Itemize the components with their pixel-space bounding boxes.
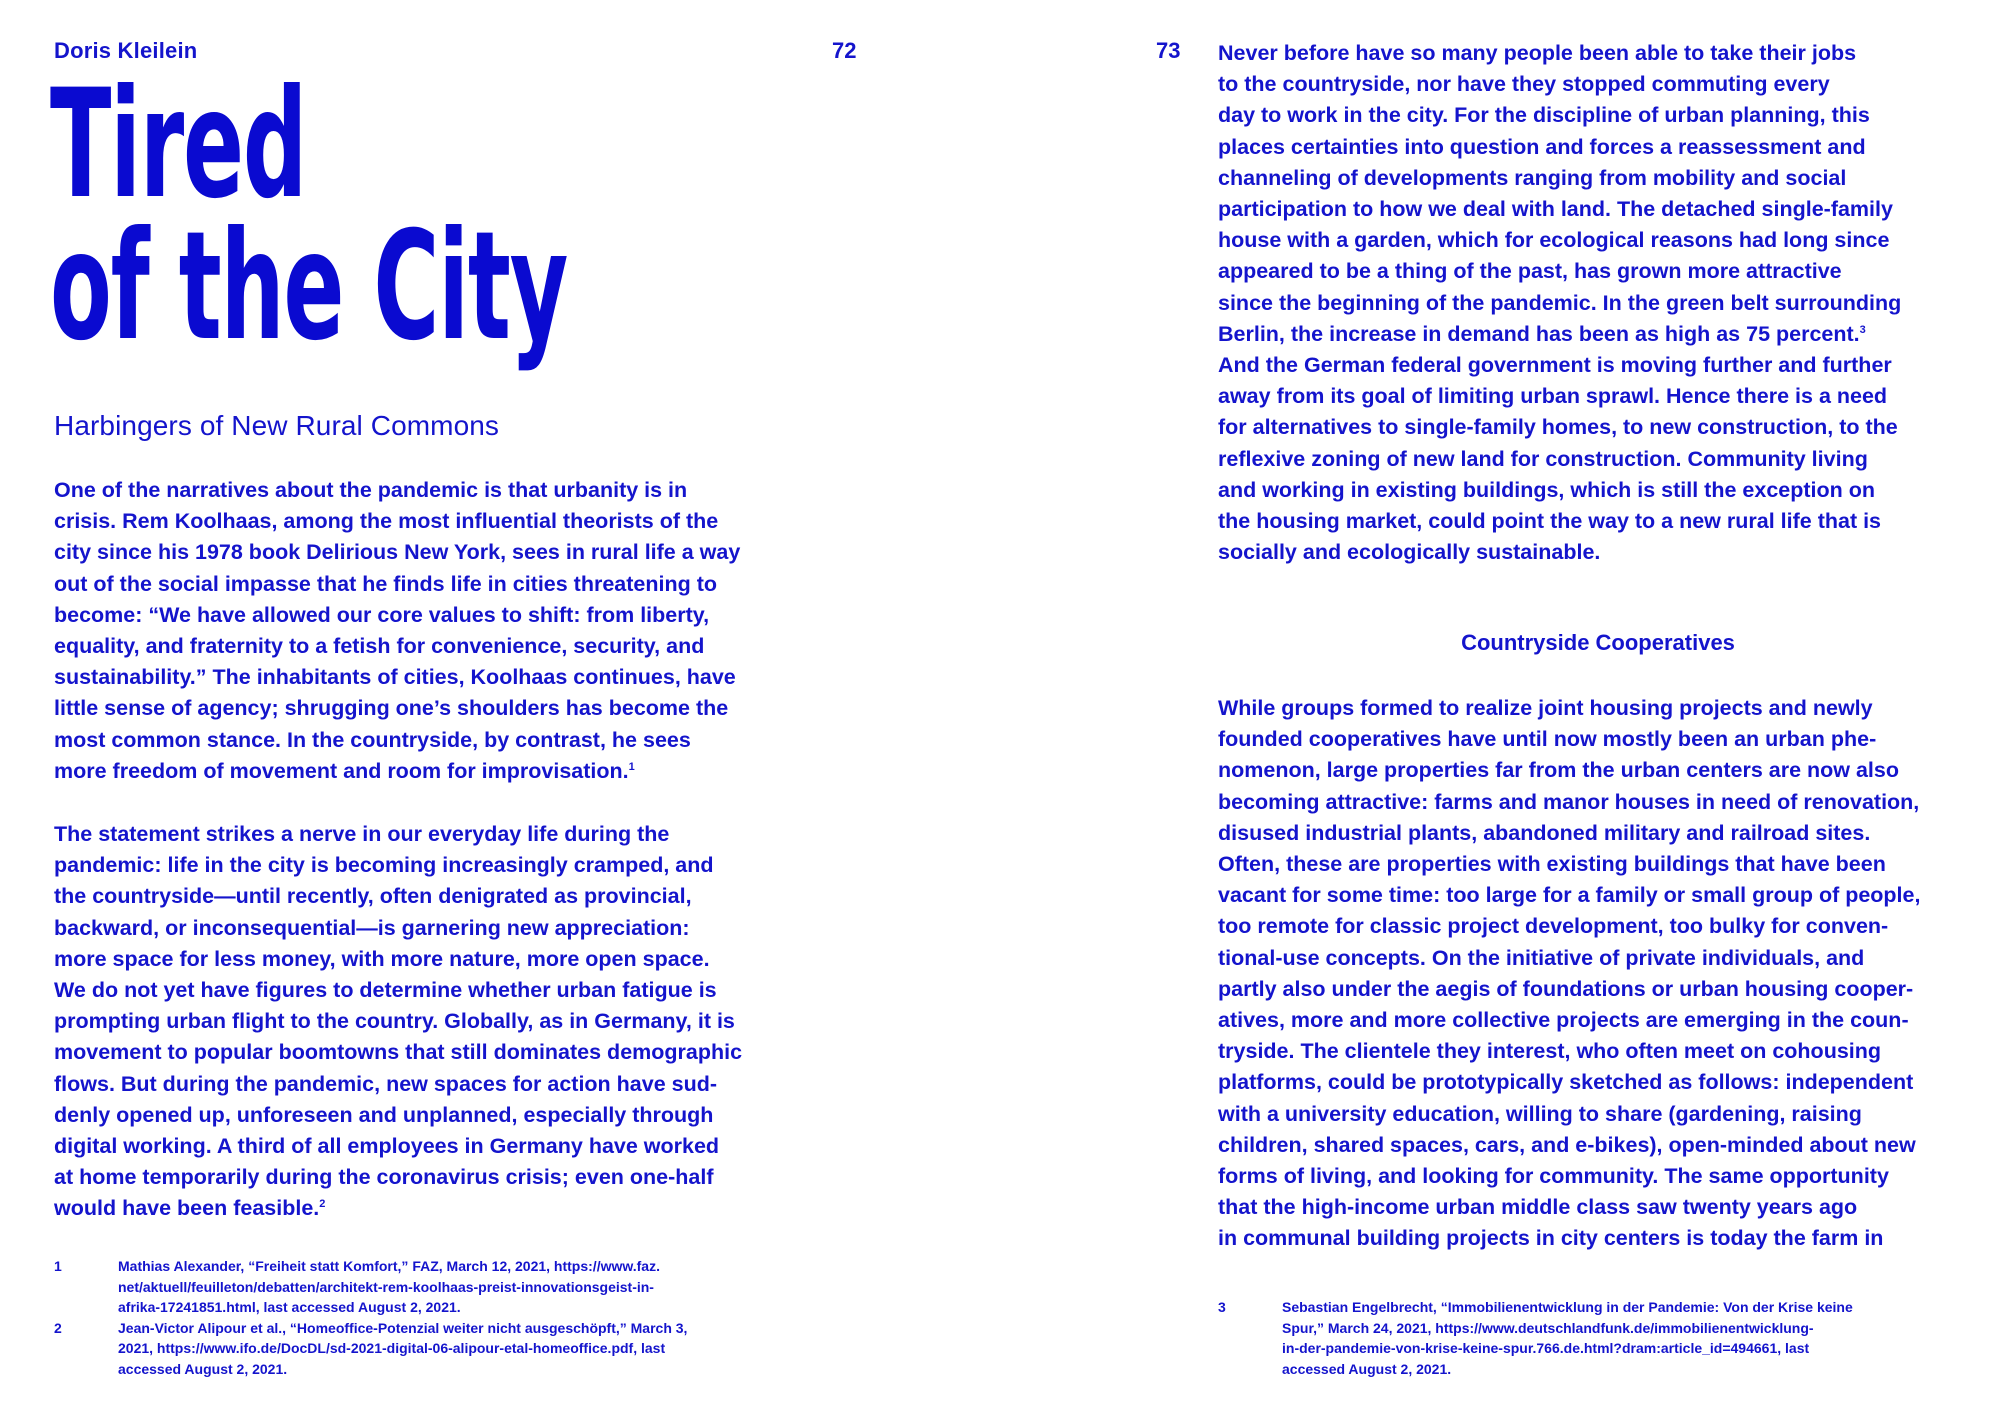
footnote-line: Jean-Victor Alipour et al., “Homeoffice-Potenzial weiter nicht ausgeschöpft,” March 3, <box>118 1319 688 1336</box>
text-line: city since his 1978 book Delirious New York, sees in rural life a way <box>54 540 741 565</box>
text-line: equality, and fraternity to a fetish for convenience, security, and <box>54 634 705 659</box>
text-line: most common stance. In the countryside, by contrast, he sees <box>54 727 691 752</box>
footnote-1 <box>54 1256 814 1318</box>
footnote-ref-2[interactable]: 2 <box>319 1198 326 1211</box>
text-line: and working in existing buildings, which is still the exception on <box>1218 477 1876 502</box>
text-line-with-footnote <box>54 1193 814 1224</box>
footnote-line: 2021, https://www.ifo.de/DocDL/sd-2021-digital-06-alipour-etal-homeoffice.pdf, last <box>118 1340 666 1356</box>
text-line-with-footnote <box>54 756 814 787</box>
author-name: Doris Kleilein <box>54 38 198 63</box>
text-line: house with a garden, which for ecological reasons had long since <box>1218 228 1890 253</box>
right-page <box>1000 0 2000 1419</box>
text-line: channeling of developments ranging from mobility and social <box>1218 165 1847 190</box>
text-line: participation to how we deal with land. The detached single-family <box>1218 197 1893 222</box>
text-line: become: “We have allowed our core values to shift: from liberty, <box>54 602 710 627</box>
text-line: prompting urban flight to the country. Globally, as in Germany, it is <box>54 1009 735 1034</box>
right-paragraph-1 <box>1218 38 1978 568</box>
footnote-3 <box>1218 1297 1978 1379</box>
text-line: And the German federal government is moving further and further <box>1218 353 1892 378</box>
text-line: children, shared spaces, cars, and e-bikes), open-minded about new <box>1218 1132 1916 1157</box>
left-paragraph-2 <box>54 819 814 1225</box>
text-line: little sense of agency; shrugging one’s shoulders has become the <box>54 696 729 721</box>
text-line: appeared to be a thing of the past, has grown more attractive <box>1218 259 1842 284</box>
footnote-line: Mathias Alexander, “Freiheit statt Komfort,” FAZ, March 12, 2021, https://www.faz. <box>118 1258 660 1274</box>
footnote-ref-3[interactable]: 3 <box>1859 323 1866 336</box>
text-line: We do not yet have figures to determine whether urban fatigue is <box>54 978 717 1003</box>
footnote-line: net/aktuell/feuilleton/debatten/architekt-rem-koolhaas-preist-innovationsgeist-in- <box>118 1278 654 1295</box>
footnote-line: afrika-17241851.html, last accessed August 2, 2021. <box>118 1299 461 1315</box>
text-line: disused industrial plants, abandoned military and railroad sites. <box>1218 820 1871 845</box>
text-line: partly also under the aegis of foundations or urban housing cooper- <box>1218 976 1914 1001</box>
footnote-ref-1[interactable]: 1 <box>628 760 635 773</box>
text-line: would have been feasible. <box>54 1196 320 1221</box>
text-line: the countryside—until recently, often denigrated as provincial, <box>54 884 692 909</box>
text-line: Often, these are properties with existing buildings that have been <box>1218 852 1886 877</box>
text-line: atives, more and more collective projects are emerging in the coun- <box>1218 1008 1909 1033</box>
text-line: Berlin, the increase in demand has been as high as 75 percent. <box>1218 321 1860 346</box>
text-line: more space for less money, with more nature, more open space. <box>54 946 710 971</box>
text-line: denly opened up, unforeseen and unplanned, especially through <box>54 1102 714 1127</box>
text-line: since the beginning of the pandemic. In the green belt surrounding <box>1218 290 1902 315</box>
text-line: flows. But during the pandemic, new spaces for action have sud- <box>54 1071 718 1096</box>
text-line: backward, or inconsequential—is garnering new appreciation: <box>54 915 690 940</box>
footnote-text <box>118 1318 814 1380</box>
text-line: Never before have so many people been able to take their jobs <box>1218 41 1857 65</box>
text-line: founded cooperatives have until now mostly been an urban phe- <box>1218 727 1877 752</box>
footnote-line: accessed August 2, 2021. <box>118 1360 288 1377</box>
text-line: becoming attractive: farms and manor houses in need of renovation, <box>1218 789 1920 814</box>
footnote-line: Spur,” March 24, 2021, https://www.deutschlandfunk.de/immobilienentwicklung- <box>1282 1319 1814 1336</box>
text-line: vacant for some time: too large for a family or small group of people, <box>1218 883 1921 908</box>
text-line: that the high-income urban middle class saw twenty years ago <box>1218 1195 1858 1220</box>
text-line: movement to popular boomtowns that still dominates demographic <box>54 1040 743 1065</box>
footnote-number: 3 <box>1218 1299 1226 1315</box>
text-line: places certainties into question and forces a reassessment and <box>1218 134 1866 159</box>
footnote-line: accessed August 2, 2021. <box>1282 1360 1452 1377</box>
footnotes-right <box>1218 1297 1978 1379</box>
text-line: While groups formed to realize joint housing projects and newly <box>1218 696 1873 720</box>
article-title <box>50 58 590 374</box>
text-line: for alternatives to single-family homes, to new construction, to the <box>1218 415 1898 440</box>
text-line: with a university education, willing to share (gardening, raising <box>1218 1101 1862 1126</box>
text-line: crisis. Rem Koolhaas, among the most influential theorists of the <box>54 509 719 534</box>
footnote-text <box>1282 1297 1978 1379</box>
text-line: One of the narratives about the pandemic is that urbanity is in <box>54 478 688 502</box>
footnote-line: Sebastian Engelbrecht, “Immobilienentwicklung in der Pandemie: Von der Krise keine <box>1282 1299 1853 1315</box>
text-line: platforms, could be prototypically sketched as follows: independent <box>1218 1070 1914 1095</box>
page-number-right: 73 <box>1156 38 1181 63</box>
text-line: in communal building projects in city centers is today the farm in <box>1218 1226 1884 1251</box>
footnote-text <box>118 1256 814 1318</box>
left-paragraph-1 <box>54 475 814 787</box>
text-line: to the countryside, nor have they stopped commuting every <box>1218 72 1830 97</box>
text-line: socially and ecologically sustainable. <box>1218 540 1601 565</box>
right-paragraph-2 <box>1218 693 1978 1255</box>
text-line: too remote for classic project development, too bulky for conven- <box>1218 914 1889 939</box>
footnote-number: 2 <box>54 1319 62 1336</box>
page-number-left: 72 <box>832 38 857 63</box>
text-line: reflexive zoning of new land for construction. Community living <box>1218 446 1868 471</box>
text-line: more freedom of movement and room for improvisation. <box>54 758 629 783</box>
text-line: tryside. The clientele they interest, who often meet on cohousing <box>1218 1039 1882 1064</box>
text-line: sustainability.” The inhabitants of cities, Koolhaas continues, have <box>54 665 736 690</box>
section-heading: Countryside Cooperatives <box>1461 630 1735 655</box>
text-line: nomenon, large properties far from the urban centers are now also <box>1218 758 1899 783</box>
article-subtitle: Harbingers of New Rural Commons <box>54 410 500 441</box>
text-line: pandemic: life in the city is becoming increasingly cramped, and <box>54 853 714 878</box>
text-line: away from its goal of limiting urban sprawl. Hence there is a need <box>1218 384 1888 409</box>
text-line: tional-use concepts. On the initiative of private individuals, and <box>1218 945 1865 970</box>
title-line-1: Tired <box>50 58 307 232</box>
text-line: the housing market, could point the way to a new rural life that is <box>1218 509 1882 534</box>
footnote-line: in-der-pandemie-von-krise-keine-spur.766.de.html?dram:article_id=494661, last <box>1282 1340 1810 1356</box>
footnote-number: 1 <box>54 1258 62 1274</box>
text-line: day to work in the city. For the discipline of urban planning, this <box>1218 103 1870 128</box>
footnotes-left <box>54 1256 814 1379</box>
title-line-2: of the City <box>50 200 568 374</box>
text-line-with-footnote <box>1218 319 1978 350</box>
text-line: out of the social impasse that he finds life in cities threatening to <box>54 571 718 596</box>
text-line: The statement strikes a nerve in our everyday life during the <box>54 822 670 846</box>
text-line: forms of living, and looking for community. The same opportunity <box>1218 1164 1889 1189</box>
text-line: at home temporarily during the coronavirus crisis; even one-half <box>54 1165 714 1190</box>
text-line: digital working. A third of all employees in Germany have worked <box>54 1134 720 1159</box>
footnote-2 <box>54 1318 814 1380</box>
